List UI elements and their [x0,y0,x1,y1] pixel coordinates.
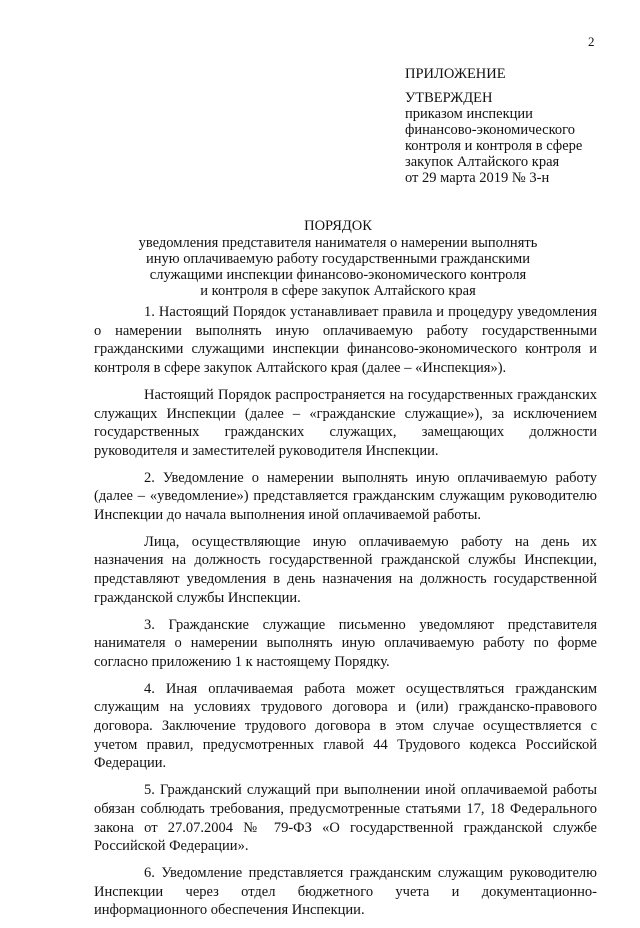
paragraph: Настоящий Порядок распространяется на государственных гражданских служащих Инспекции (далее – «гражданские служащие»), за исключением государственных гражданских служащих, замещающих должности руководителя и заместителей руководителя Инспекции. [94,386,597,459]
document-subtitle-line: и контроля в сфере закупок Алтайского края [200,283,476,299]
document-subtitle-line: иную оплачиваемую работу государственными гражданскими [146,251,530,267]
approval-line: финансово-экономического [405,122,575,138]
document-subtitle-line: служащими инспекции финансово-экономического контроля [149,267,527,283]
document-title: ПОРЯДОК [304,218,372,234]
approval-line: закупок Алтайского края [405,154,560,170]
paragraph: 4. Иная оплачиваемая работа может осуществляться гражданским служащим на условиях трудового договора и (или) гражданско-правового договора. Заключение трудового договора в этом случае осуществляется с учетом правил, предусмотренных главой 44 Трудового кодекса Российской Федерации. [94,680,597,772]
approval-date-line: от 29 марта 2019 № 3-н [405,170,550,186]
paragraph: Лица, осуществляющие иную оплачиваемую работу на день их назначения на должность государственной гражданской службы Инспекции, представляют уведомления в день назначения на должность государственной гражданской службы Инспекции. [94,533,597,606]
page-number: 2 [588,34,595,49]
document-body [94,303,597,928]
document-subtitle-line: уведомления представителя нанимателя о намерении выполнять [138,235,538,251]
approval-line: контроля и контроля в сфере [405,138,583,154]
approval-line: приказом инспекции [405,106,533,122]
approved-label: УТВЕРЖДЕН [405,90,493,106]
paragraph: 3. Гражданские служащие письменно уведомляют представителя нанимателя о намерении выполнять иную оплачиваемую работу по форме согласно приложению 1 к настоящему Порядку. [94,616,597,670]
appendix-approval-block [405,66,625,186]
paragraph: 2. Уведомление о намерении выполнять иную оплачиваемую работу (далее – «уведомление») представляется гражданским служащим руководителю Инспекции до начала выполнения иной оплачиваемой работы. [94,469,597,524]
appendix-label: ПРИЛОЖЕНИЕ [405,66,506,82]
paragraph: 5. Гражданский служащий при выполнении иной оплачиваемой работы обязан соблюдать требования, предусмотренные статьями 17, 18 Федерального закона от 27.07.2004 № 79-ФЗ «О государственной гражданской службе Российской Федерации». [94,782,597,855]
document-title-block [88,218,588,299]
paragraph: 6. Уведомление представляется гражданским служащим руководителю Инспекции через отдел бюджетного учета и документационно-информационного обеспечения Инспекции. [94,864,597,919]
paragraph: 1. Настоящий Порядок устанавливает правила и процедуру уведомления о намерении выполнять иную оплачиваемую работу государственными гражданскими служащими инспекции финансово-экономического контроля и контроля в сфере закупок Алтайского края (далее – «Инспекция»). [94,304,597,377]
